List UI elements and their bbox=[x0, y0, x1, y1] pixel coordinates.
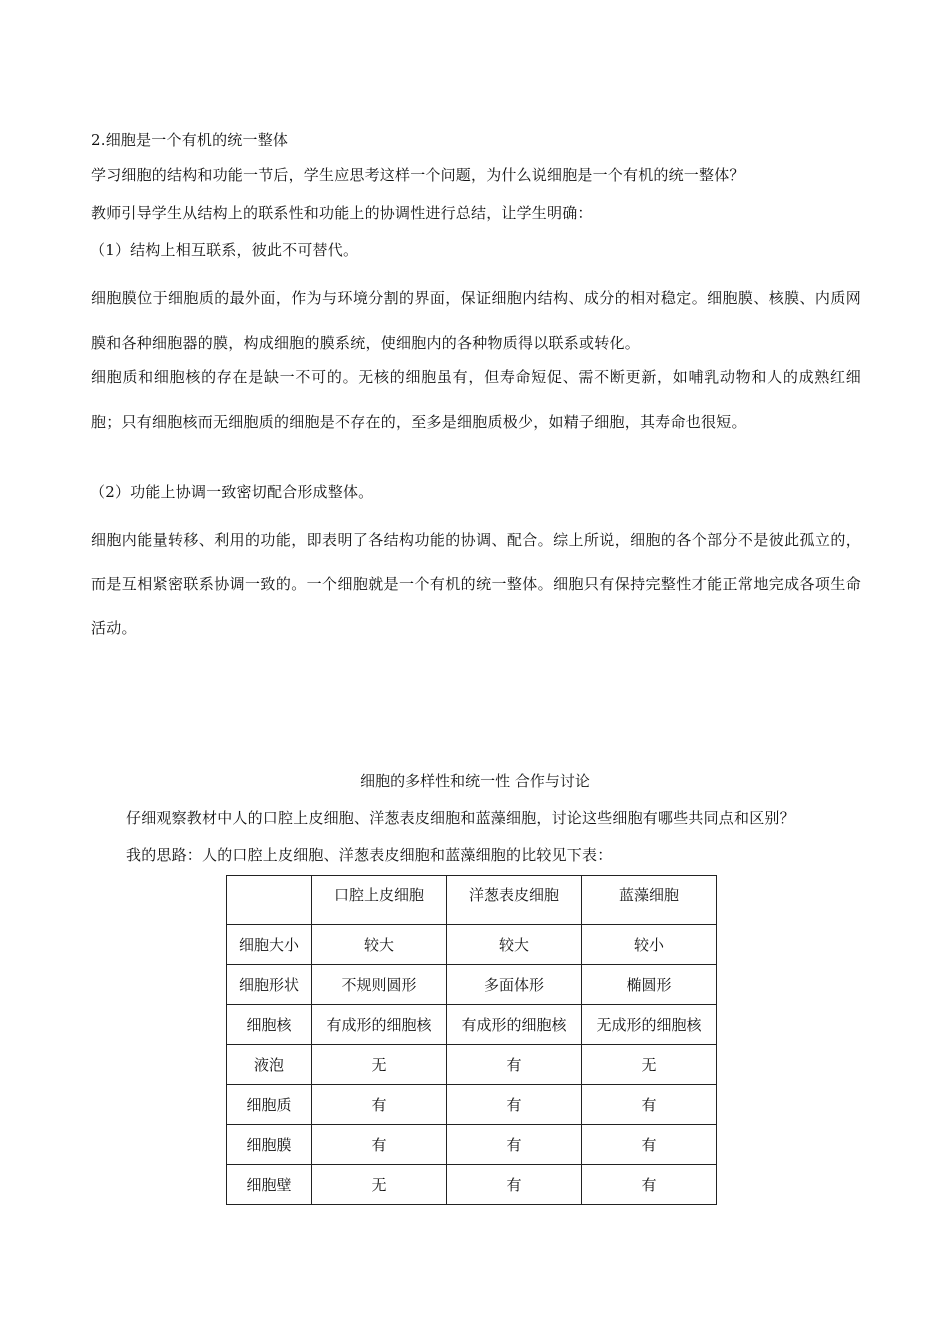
table-header-row bbox=[227, 876, 717, 925]
guide-paragraph: 教师引导学生从结构上的联系性和功能上的协调性进行总结，让学生明确： bbox=[91, 204, 593, 222]
table-cell: 有成形的细胞核 bbox=[312, 1005, 447, 1045]
question-paragraph: 仔细观察教材中人的口腔上皮细胞、洋葱表皮细胞和蓝藻细胞，讨论这些细胞有哪些共同点和区别？ bbox=[126, 809, 795, 827]
table-row bbox=[227, 1165, 717, 1205]
table-cell: 有 bbox=[312, 1085, 447, 1125]
table-cell: 有成形的细胞核 bbox=[447, 1005, 582, 1045]
point-2: （2）功能上协调一致密切配合形成整体。 bbox=[90, 483, 374, 501]
table-cell: 较大 bbox=[447, 925, 582, 965]
table-row bbox=[227, 925, 717, 965]
header-cell: 口腔上皮细胞 bbox=[312, 876, 447, 925]
table-row bbox=[227, 1045, 717, 1085]
paragraph-cytoplasm-nucleus: 细胞质和细胞核的存在是缺一不可的。无核的细胞虽有，但寿命短促、需不断更新，如哺乳动物和人的成熟红细胞；只有细胞核而无细胞质的细胞是不存在的，至多是细胞质极少，如精子细胞，其寿命也很短。 bbox=[91, 368, 861, 431]
table-cell: 无 bbox=[582, 1045, 717, 1085]
point-1: （1）结构上相互联系，彼此不可替代。 bbox=[90, 241, 359, 259]
table-row bbox=[227, 1005, 717, 1045]
paragraph-function: 细胞内能量转移、利用的功能，即表明了各结构功能的协调、配合。综上所说，细胞的各个部分不是彼此孤立的，而是互相紧密联系协调一致的。一个细胞就是一个有机的统一整体。细胞只有保持完整性才能正常地完成各项生命活动。 bbox=[91, 531, 861, 637]
header-cell: 蓝藻细胞 bbox=[582, 876, 717, 925]
table-cell: 无成形的细胞核 bbox=[582, 1005, 717, 1045]
row-label: 细胞质 bbox=[227, 1085, 312, 1125]
table-cell: 无 bbox=[312, 1165, 447, 1205]
section-heading: 2.细胞是一个有机的统一整体 bbox=[91, 131, 289, 149]
table-cell: 不规则圆形 bbox=[312, 965, 447, 1005]
header-cell: 洋葱表皮细胞 bbox=[447, 876, 582, 925]
row-label: 液泡 bbox=[227, 1045, 312, 1085]
table-cell: 多面体形 bbox=[447, 965, 582, 1005]
table-cell: 有 bbox=[582, 1165, 717, 1205]
section-title: 细胞的多样性和统一性 合作与讨论 bbox=[360, 772, 590, 790]
answer-paragraph: 我的思路：人的口腔上皮细胞、洋葱表皮细胞和蓝藻细胞的比较见下表： bbox=[126, 846, 613, 864]
table-cell: 有 bbox=[312, 1125, 447, 1165]
table-cell: 有 bbox=[582, 1125, 717, 1165]
table-row bbox=[227, 1085, 717, 1125]
table-row bbox=[227, 965, 717, 1005]
paragraph-membrane: 细胞膜位于细胞质的最外面，作为与环境分割的界面，保证细胞内结构、成分的相对稳定。细胞膜、核膜、内质网膜和各种细胞器的膜，构成细胞的膜系统，使细胞内的各种物质得以联系或转化。 bbox=[91, 289, 861, 352]
row-label: 细胞形状 bbox=[227, 965, 312, 1005]
table-cell: 椭圆形 bbox=[582, 965, 717, 1005]
table-row bbox=[227, 1125, 717, 1165]
table-cell: 有 bbox=[447, 1125, 582, 1165]
table-cell: 有 bbox=[447, 1045, 582, 1085]
row-label: 细胞大小 bbox=[227, 925, 312, 965]
intro-paragraph: 学习细胞的结构和功能一节后，学生应思考这样一个问题，为什么说细胞是一个有机的统一整体？ bbox=[91, 166, 745, 184]
table-cell: 有 bbox=[447, 1165, 582, 1205]
comparison-table bbox=[226, 875, 717, 1205]
table-cell: 较小 bbox=[582, 925, 717, 965]
table-cell: 有 bbox=[447, 1085, 582, 1125]
table-cell: 有 bbox=[582, 1085, 717, 1125]
table-cell: 较大 bbox=[312, 925, 447, 965]
header-cell bbox=[227, 876, 312, 925]
table-cell: 无 bbox=[312, 1045, 447, 1085]
row-label: 细胞壁 bbox=[227, 1165, 312, 1205]
row-label: 细胞核 bbox=[227, 1005, 312, 1045]
row-label: 细胞膜 bbox=[227, 1125, 312, 1165]
